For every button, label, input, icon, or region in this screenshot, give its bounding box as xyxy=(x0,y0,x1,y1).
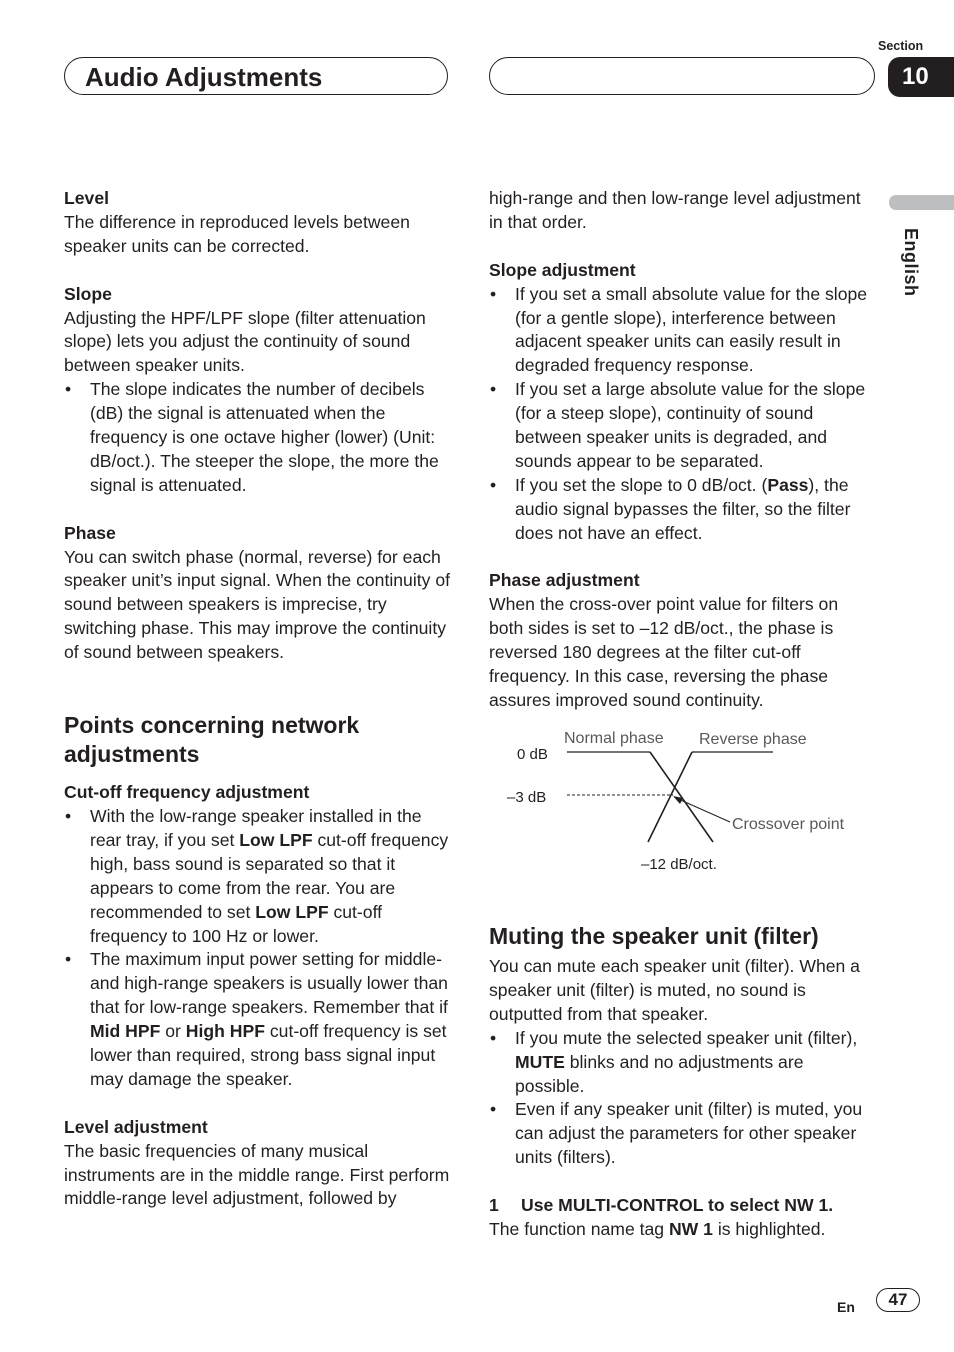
slope-bullet-1: • If you set a small absolute value for the slope (for a gentle slope), interference between adjacent speaker units can easily result in degraded frequency response. xyxy=(489,283,877,379)
slope-bullet: • The slope indicates the number of decibels (dB) the signal is attenuated when the frequency is one octave higher (lower) (Unit: dB/oct.). The steeper the slope, the more the signal is attenuated. xyxy=(64,378,456,498)
reverse-phase-slope xyxy=(648,752,692,842)
label-normal-phase: Normal phase xyxy=(564,730,664,747)
high-hpf-term: High HPF xyxy=(185,1021,265,1042)
muting-bullets xyxy=(489,1027,877,1170)
blank-header-box xyxy=(489,57,875,95)
muting-text: You can mute each speaker unit (filter). When a speaker unit (filter) is muted, no sound is outputted from that speaker. xyxy=(489,956,860,1024)
level-adjustment-text: The basic frequencies of many musical instruments are in the middle range. First perform middle-range level adjustment, followed by xyxy=(64,1140,450,1209)
phase-adjustment-heading: Phase adjustment xyxy=(489,570,640,591)
muting-bullet-1: • If you mute the selected speaker unit (filter), MUTE blinks and no adjustments are possible. xyxy=(489,1027,877,1099)
low-lpf-term: Low LPF xyxy=(255,901,329,922)
language-label: English xyxy=(901,228,921,297)
label-0db: 0 dB xyxy=(517,746,548,763)
section-number-badge: 10 xyxy=(888,57,954,97)
page-number: 47 xyxy=(876,1288,920,1312)
section-label: Section xyxy=(878,39,924,53)
level-adjustment-heading: Level adjustment xyxy=(64,1116,208,1137)
slope-heading: Slope xyxy=(64,283,112,304)
page-title: Audio Adjustments xyxy=(85,62,323,92)
label-reverse-phase: Reverse phase xyxy=(699,731,807,748)
nw1-term: NW 1 xyxy=(668,1218,713,1239)
step-1 xyxy=(489,1194,877,1218)
points-heading: Points concerning network adjustments xyxy=(64,712,360,768)
mute-term: MUTE xyxy=(515,1051,565,1072)
pass-term: Pass xyxy=(767,474,809,495)
slope-text: Adjusting the HPF/LPF slope (filter attenuation slope) lets you adjust the continuity of sound between speaker units. xyxy=(64,307,426,376)
left-column xyxy=(64,187,456,1211)
slope-bullets xyxy=(64,378,456,498)
muting-heading: Muting the speaker unit (filter) xyxy=(489,923,819,949)
level-heading: Level xyxy=(64,188,109,208)
label-slope: –12 dB/oct. xyxy=(641,856,717,873)
right-column-top xyxy=(489,187,877,713)
cutoff-bullet-2: • The maximum input power setting for middle- and high-range speakers is usually lower than that for low-range speakers. Remember that if Mid HPF or High HPF cut-off frequency is set lower than required, strong bass signal input may damage the speaker. xyxy=(64,948,456,1091)
cutoff-heading: Cut-off frequency adjustment xyxy=(64,782,310,803)
label-minus-3db: –3 dB xyxy=(507,789,547,806)
slope-bullet-2: • If you set a large absolute value for the slope (for a steep slope), continuity of sound between speaker units is degraded, and sounds appear to be separated. xyxy=(489,378,877,474)
low-lpf-term: Low LPF xyxy=(239,829,313,850)
slope-bullet-3: • If you set the slope to 0 dB/oct. (Pass), the audio signal bypasses the filter, so the filter does not have an effect. xyxy=(489,474,877,546)
right-column-bottom xyxy=(489,922,877,1242)
normal-phase-slope xyxy=(650,752,713,842)
cutoff-bullets xyxy=(64,805,456,1092)
crossover-leader-line xyxy=(676,798,730,822)
slope-adjustment-heading: Slope adjustment xyxy=(489,259,636,280)
muting-bullet-2: • Even if any speaker unit (filter) is muted, you can adjust the parameters for other speaker units (filters). xyxy=(489,1098,877,1170)
title-box xyxy=(64,57,448,95)
phase-adjustment-text: When the cross-over point value for filters on both sides is set to –12 dB/oct., the phase is reversed 180 degrees at the filter cut-off frequency. In this case, reversing the phase assures improved sound continuity. xyxy=(489,594,839,710)
mid-hpf-term: Mid HPF xyxy=(90,1021,161,1042)
footer-language-code: En xyxy=(837,1299,855,1315)
step-number: 1 xyxy=(489,1195,499,1216)
crossover-diagram xyxy=(495,720,875,890)
phase-heading: Phase xyxy=(64,522,116,543)
cutoff-bullet-1: • With the low-range speaker installed in the rear tray, if you set Low LPF cut-off frequency high, bass sound is separated so that it appears to come from the rear. You are recommended to set Low LPF cut-off frequency to 100 Hz or lower. xyxy=(64,805,456,948)
label-crossover-point: Crossover point xyxy=(732,816,845,833)
language-tab xyxy=(889,195,954,210)
step-description: The function name tag NW 1 is highlighted. xyxy=(489,1218,826,1239)
phase-text: You can switch phase (normal, reverse) for each speaker unit’s input signal. When the continuity of sound between speakers is imprecise, try switching phase. This may improve the continuity of sound between speakers. xyxy=(64,546,450,663)
slope-adjustment-bullets xyxy=(489,283,877,546)
step-text: Use MULTI-CONTROL to select NW 1. xyxy=(521,1195,834,1216)
level-adjustment-continued: high-range and then low-range level adjustment in that order. xyxy=(489,188,861,232)
level-text: The difference in reproduced levels between speaker units can be corrected. xyxy=(64,211,410,256)
